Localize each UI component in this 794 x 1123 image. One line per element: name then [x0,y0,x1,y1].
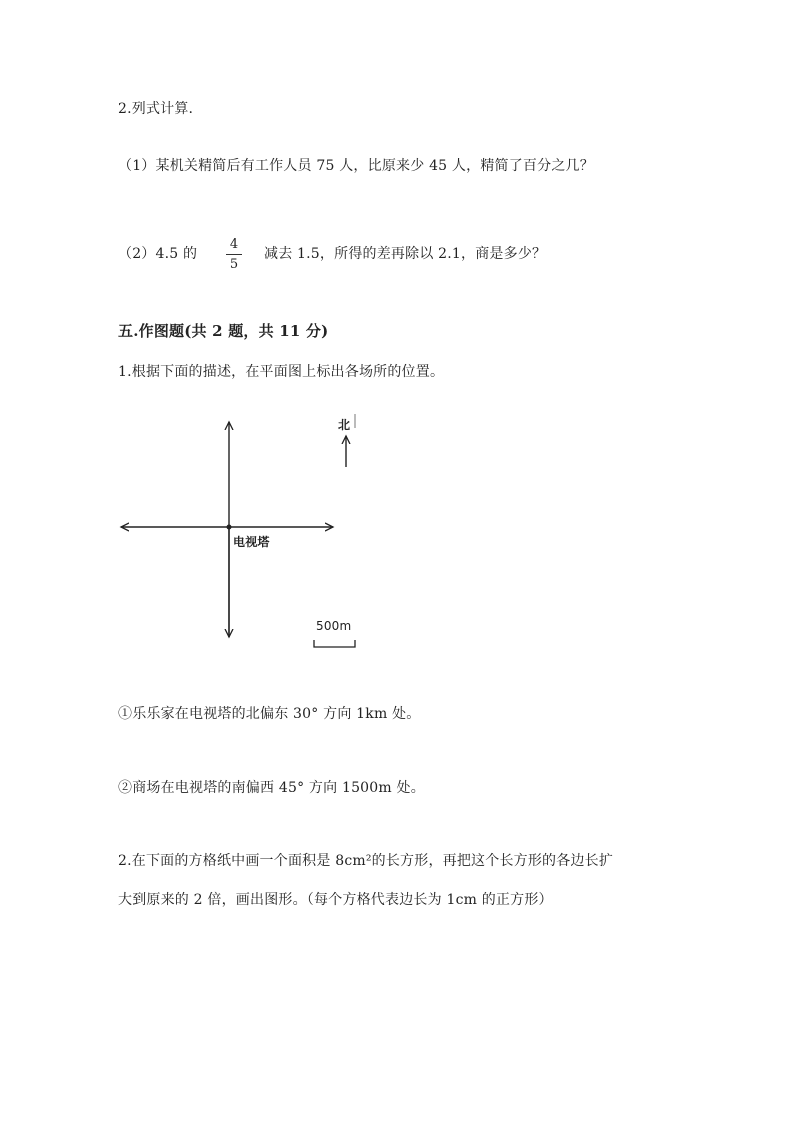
section-5-question-1-item-2: ②商场在电视塔的南偏西 45° 方向 1500m 处。 [118,780,425,796]
question-2-title: 2.列式计算. [118,101,194,117]
section-5-question-1-item-1: ①乐乐家在电视塔的北偏东 30° 方向 1km 处。 [118,706,421,722]
section-5-title: 五.作图题(共 2 题，共 11 分) [118,322,329,340]
fraction-numerator: 4 [229,237,239,252]
fraction-denominator: 5 [229,257,239,272]
question-2-part-2-suffix: 减去 1.5，所得的差再除以 2.1，商是多少？ [264,246,547,262]
section-5-question-2-line-2: 大到原来的 2 倍，画出图形。（每个方格代表边长为 1cm 的正方形） [118,892,553,908]
scale-label: 500m [316,619,352,633]
tv-tower-label: 电视塔 [233,535,270,549]
section-5-question-2-line-1: 2.在下面的方格纸中画一个面积是 8cm²的长方形，再把这个长方形的各边长扩 [118,853,614,869]
question-2-part-2-prefix: （2）4.5 的 [118,246,198,262]
question-2-part-1: （1）某机关精简后有工作人员 75 人，比原来少 45 人，精简了百分之几？ [118,158,594,174]
north-label: 北 [338,418,351,432]
scale-bar [314,640,355,647]
section-5-question-1-title: 1.根据下面的描述，在平面图上标出各场所的位置。 [118,364,445,380]
tv-tower-point [227,525,232,530]
